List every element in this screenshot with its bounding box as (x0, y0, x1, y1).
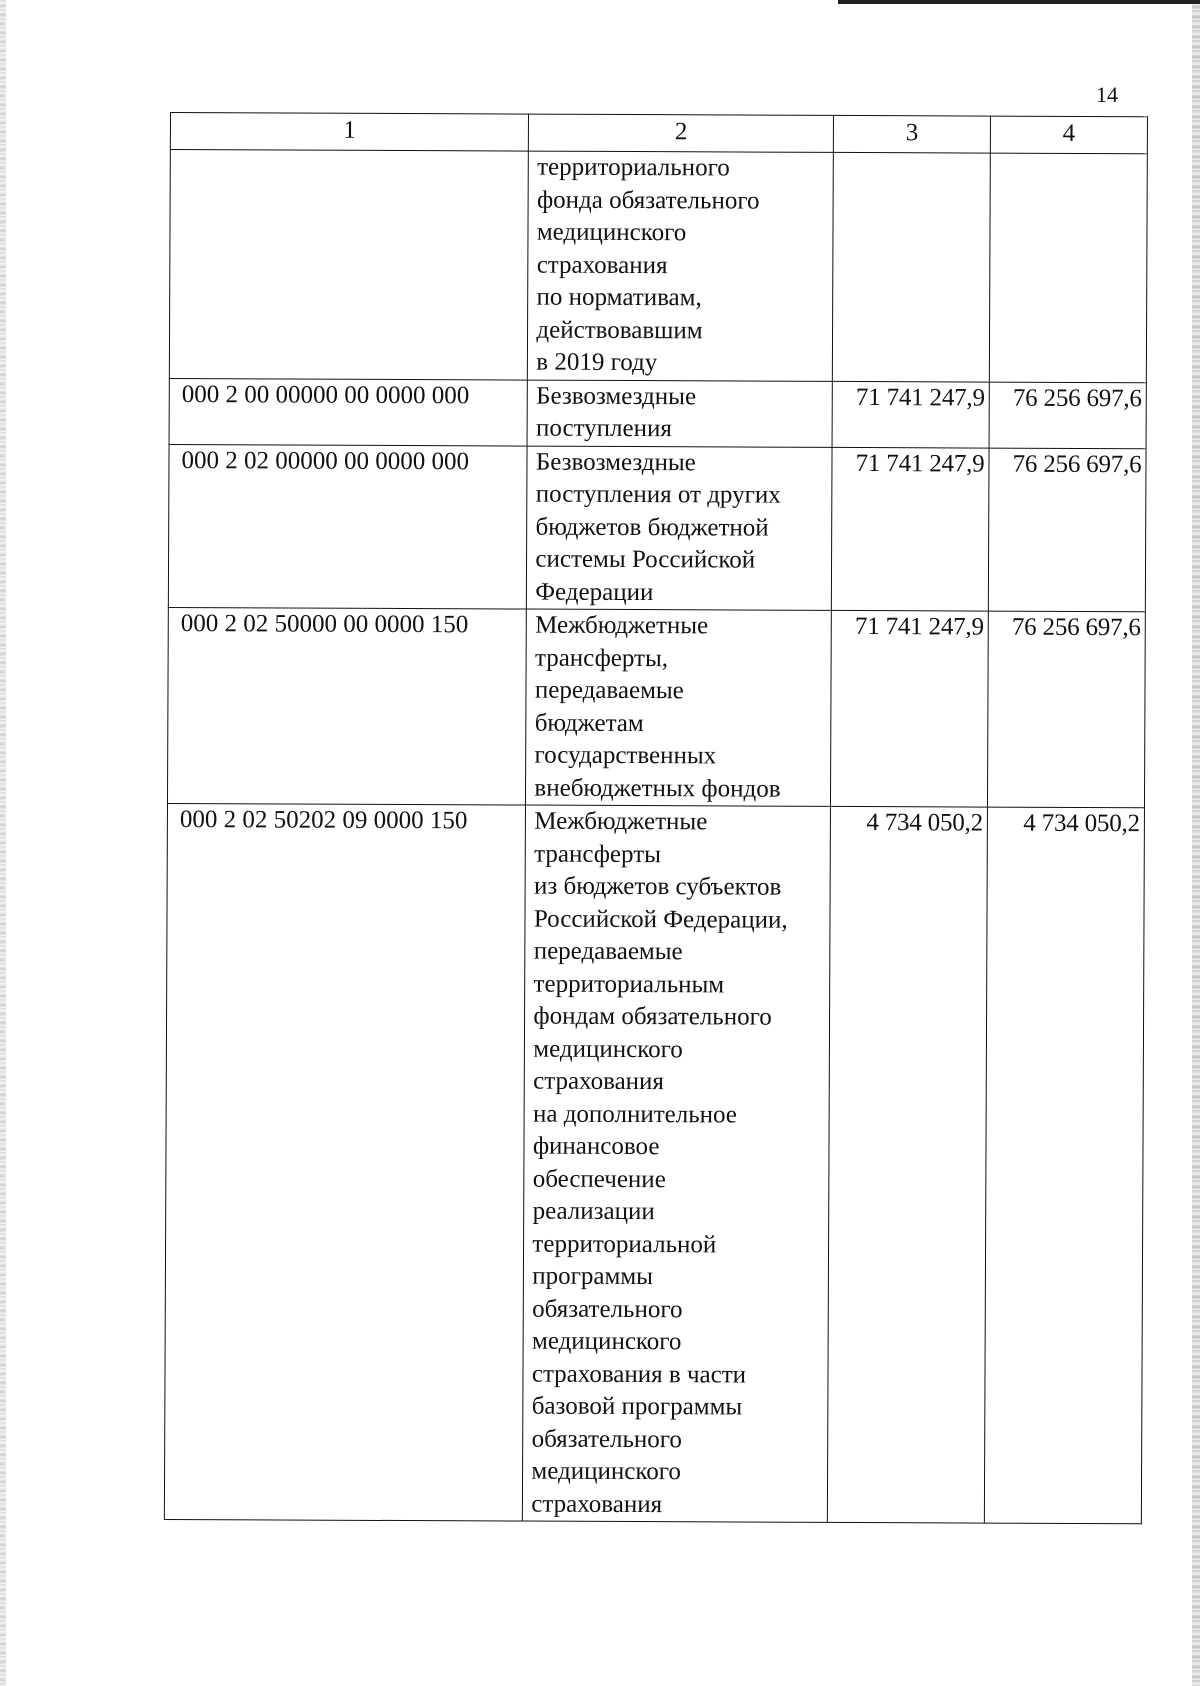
revenue-name-line: на дополнительное (532, 1100, 737, 1128)
scan-edge-right (1192, 0, 1200, 1686)
revenue-name-cell (527, 446, 832, 611)
column-header-1: 1 (170, 113, 529, 152)
revenue-name-line: страхования в части (531, 1360, 747, 1389)
budget-code-cell: 000 2 02 00000 00 0000 000 (168, 444, 527, 609)
amount-cell-col4: 76 256 697,6 (989, 382, 1146, 449)
revenue-name-line: Межбюджетные (534, 807, 708, 836)
amount-cell-col4: 4 734 050,2 (984, 807, 1144, 1524)
revenue-name-line: программы (532, 1262, 654, 1291)
amount-cell-col4: 76 256 697,6 (988, 448, 1146, 612)
amount-cell-col4 (989, 153, 1147, 382)
revenue-name-line: фондам обязательного (533, 1002, 772, 1031)
table-row (167, 607, 1145, 807)
table-row (168, 444, 1146, 612)
revenue-name-line: Межбюджетные (535, 611, 709, 640)
revenue-name-line: территориальной (532, 1230, 717, 1258)
revenue-name-cell (528, 151, 834, 381)
amount-cell-col4: 76 256 697,6 (988, 611, 1146, 808)
revenue-name-line: из бюджетов субъектов (533, 872, 782, 901)
revenue-name-line: страхования (531, 1490, 663, 1518)
revenue-name-line: бюджетов бюджетной (535, 513, 769, 542)
revenue-name-line: Российской Федерации, (533, 905, 788, 934)
revenue-name-cell (523, 805, 831, 1522)
revenue-name-line: трансферты, (534, 644, 669, 672)
budget-code-cell: 000 2 02 50000 00 0000 150 (167, 607, 526, 805)
amount-cell-col3: 71 741 247,9 (832, 381, 989, 448)
revenue-name-line: поступления (535, 414, 672, 443)
revenue-name-line: внебюджетных фондов (534, 774, 781, 803)
column-header-3: 3 (833, 115, 990, 153)
revenue-name-line: медицинского (536, 218, 687, 247)
revenue-name-line: финансовое (532, 1132, 660, 1161)
revenue-name-line: медицинского (531, 1457, 681, 1486)
table-row (169, 378, 1146, 448)
amount-cell-col3 (832, 152, 990, 381)
revenue-name-line: территориальным (533, 970, 725, 998)
amount-cell-col3: 4 734 050,2 (827, 806, 987, 1523)
revenue-name-line: государственных (534, 741, 717, 770)
revenue-name-line: Безвозмездные (535, 448, 696, 476)
table-body (164, 150, 1147, 1524)
revenue-name-line: трансферты (534, 840, 662, 868)
table-row (169, 150, 1147, 383)
revenue-name-cell (527, 380, 832, 447)
revenue-name-line: системы Российской (535, 545, 756, 574)
revenue-name-line: Безвозмездные (536, 382, 697, 410)
scan-edge-left (0, 0, 6, 1686)
table-row (164, 803, 1144, 1523)
budget-code-cell (169, 150, 528, 380)
revenue-name-line: обязательного (532, 1295, 683, 1323)
revenue-name-line: Федерации (535, 578, 654, 606)
column-header-2: 2 (529, 114, 834, 152)
revenue-name-line: передаваемые (534, 676, 684, 705)
revenue-name-line: по нормативам, (536, 283, 702, 312)
scan-artifact-line (838, 0, 1200, 4)
amount-cell-col3: 71 741 247,9 (831, 610, 989, 807)
revenue-name-line: передаваемые (533, 937, 683, 966)
budget-code-cell: 000 2 00 00000 00 0000 000 (169, 378, 528, 446)
revenue-name-line: обеспечение (532, 1165, 666, 1193)
table-header-row (170, 113, 1147, 154)
revenue-name-line: обязательного (531, 1425, 683, 1453)
budget-code-cell: 000 2 02 50202 09 0000 150 (164, 803, 526, 1521)
revenue-name-cell (526, 609, 832, 806)
revenue-name-line: бюджетам (534, 709, 644, 737)
page-number: 14 (1096, 82, 1118, 107)
revenue-name-line: действовавшим (536, 316, 703, 344)
budget-table (164, 112, 1148, 1524)
revenue-name-line: в 2019 году (536, 348, 658, 377)
revenue-name-line: поступления от других (535, 480, 781, 509)
revenue-name-line: фонда обязательного (536, 186, 760, 215)
revenue-name-line: базовой программы (531, 1392, 743, 1421)
revenue-name-line: страхования (536, 251, 668, 279)
revenue-name-line: медицинского (531, 1327, 682, 1356)
column-header-4: 4 (990, 116, 1147, 154)
revenue-name-line: реализации (532, 1197, 655, 1226)
revenue-name-line: медицинского (533, 1035, 683, 1063)
revenue-name-line: страхования (533, 1067, 665, 1096)
amount-cell-col3: 71 741 247,9 (831, 447, 989, 611)
revenue-name-line: территориального (537, 153, 730, 182)
